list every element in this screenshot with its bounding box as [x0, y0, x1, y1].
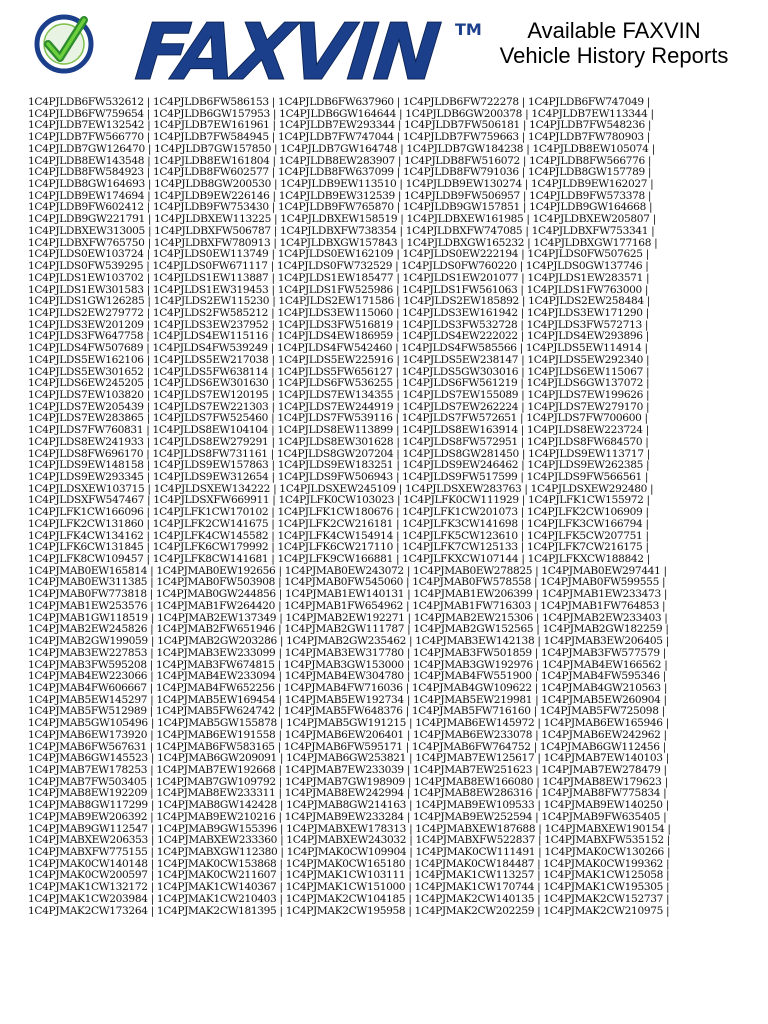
vin-line: 1C4PJLDBXEW313005 | 1C4PJLDBXFW506787 | 1C4PJLDBXFW738354 | 1C4PJLDBXFW747085 | 1C4PJLDBXFW753341 |	[28, 225, 655, 237]
vin-line: 1C4PJMAB2GW199059 | 1C4PJMAB2GW203286 | 1C4PJMAB2GW235462 | 1C4PJMAB3EW142138 | 1C4PJMAB3EW206405 |	[28, 636, 669, 648]
vin-line: 1C4PJLDB8FW584923 | 1C4PJLDB8FW602577 | 1C4PJLDB8FW637099 | 1C4PJLDB8FW791036 | 1C4PJLDB8GW157789 |	[28, 167, 652, 179]
vin-line: 1C4PJMAB6EW173920 | 1C4PJMAB6EW191558 | 1C4PJMAB6EW206401 | 1C4PJMAB6EW233078 | 1C4PJMAB6EW242962 |	[28, 729, 667, 741]
page-header	[0, 0, 768, 98]
vin-line: 1C4PJLDS1EW301583 | 1C4PJLDS1EW319453 | 1C4PJLDS1FW525986 | 1C4PJLDS1FW561063 | 1C4PJLDS1FW763000 |	[28, 284, 649, 296]
vin-line: 1C4PJMABXEW206353 | 1C4PJMABXEW233360 | 1C4PJMABXEW243032 | 1C4PJMABXFW522837 | 1C4PJMABXFW535152 |	[28, 835, 670, 847]
vin-line: 1C4PJMAB7EW178253 | 1C4PJMAB7EW192668 | 1C4PJMAB7EW233039 | 1C4PJMAB7EW251623 | 1C4PJMAB7EW278479 |	[28, 764, 667, 776]
vin-line: 1C4PJLDS0FW539295 | 1C4PJLDS0FW671117 | 1C4PJLDS0FW732529 | 1C4PJLDS0FW760220 | 1C4PJLDS0GW137746 |	[28, 261, 649, 273]
vin-line: 1C4PJLFK8CW109457 | 1C4PJLFK8CW141681 | 1C4PJLFK9CW166881 | 1C4PJLFKXCW107144 | 1C4PJLFKXCW188842 |	[28, 554, 650, 566]
vin-line: 1C4PJLDB6FW759654 | 1C4PJLDB6GW157953 | 1C4PJLDB6GW164644 | 1C4PJLDB6GW200378 | 1C4PJLDB7EW113344 |	[28, 108, 654, 120]
vin-line: 1C4PJLDB7GW126470 | 1C4PJLDB7GW157850 | 1C4PJLDB7GW164748 | 1C4PJLDB7GW184238 | 1C4PJLDB8EW105074 |	[28, 143, 655, 155]
vin-line: 1C4PJLDS7EW205439 | 1C4PJLDS7EW221303 | 1C4PJLDS7EW244919 | 1C4PJLDS7EW262224 | 1C4PJLDS7EW279170 |	[28, 401, 650, 413]
vin-line: 1C4PJLDS7EW103820 | 1C4PJLDS7EW120195 | 1C4PJLDS7EW134355 | 1C4PJLDS7EW155089 | 1C4PJLDS7EW199626 |	[28, 389, 650, 401]
vin-line: 1C4PJMAK1CW132172 | 1C4PJMAK1CW140367 | 1C4PJMAK1CW151000 | 1C4PJMAK1CW170744 | 1C4PJMAK1CW195305 |	[28, 882, 670, 894]
vin-line: 1C4PJLDS7FW760831 | 1C4PJLDS8EW104104 | 1C4PJLDS8EW113899 | 1C4PJLDS8EW163914 | 1C4PJLDS8EW223724 |	[28, 425, 649, 437]
vin-line: 1C4PJLDS6EW245205 | 1C4PJLDS6EW301630 | 1C4PJLDS6FW536255 | 1C4PJLDS6FW561219 | 1C4PJLDS6GW137072 |	[28, 378, 650, 390]
vin-line: 1C4PJMAB7FW503405 | 1C4PJMAB7GW109792 | 1C4PJMAB7GW198909 | 1C4PJMAB8EW166080 | 1C4PJMAB8EW179623 |	[28, 776, 668, 788]
vin-line: 1C4PJLDB7EW132542 | 1C4PJLDB7EW161961 | 1C4PJLDB7EW293344 | 1C4PJLDB7FW506181 | 1C4PJLDB7FW548236 |	[28, 120, 652, 132]
faxvin-logo	[34, 6, 482, 98]
vin-line: 1C4PJMAB1GW118519 | 1C4PJMAB2EW137349 | 1C4PJMAB2EW192271 | 1C4PJMAB2EW215306 | 1C4PJMAB2EW233403 |	[28, 612, 668, 624]
vin-line: 1C4PJLDS3EW201209 | 1C4PJLDS3EW237952 | 1C4PJLDS3FW516819 | 1C4PJLDS3FW532728 | 1C4PJLDS3FW572713 |	[28, 319, 649, 331]
vin-line: 1C4PJLDB8EW143548 | 1C4PJLDB8EW161804 | 1C4PJLDB8EW283907 | 1C4PJLDB8FW516072 | 1C4PJLDB8FW566776 |	[28, 155, 652, 167]
vin-line: 1C4PJLDB6FW532612 | 1C4PJLDB6FW586153 | 1C4PJLDB6FW637960 | 1C4PJLDB6FW722278 | 1C4PJLDB6FW747049 |	[28, 97, 650, 108]
vin-line: 1C4PJLFK6CW131845 | 1C4PJLFK6CW179992 | 1C4PJLFK6CW217110 | 1C4PJLFK7CW125133 | 1C4PJLFK7CW216175 |	[28, 542, 649, 554]
vin-line: 1C4PJMAB4FW606667 | 1C4PJMAB4FW652256 | 1C4PJMAB4FW716036 | 1C4PJMAB4GW109622 | 1C4PJMAB4GW210563 |	[28, 682, 668, 694]
vin-line: 1C4PJLDS9EW148158 | 1C4PJLDS9EW157863 | 1C4PJLDS9EW183251 | 1C4PJLDS9EW246462 | 1C4PJLDS9EW262385 |	[28, 460, 650, 472]
vin-line: 1C4PJMAB0EW311385 | 1C4PJMAB0FW503908 | 1C4PJMAB0FW545060 | 1C4PJMAB0FW578558 | 1C4PJMAB0FW599555 |	[28, 577, 666, 589]
vin-line: 1C4PJLDB9EW174694 | 1C4PJLDB9EW226146 | 1C4PJLDB9EW312539 | 1C4PJLDB9FW506957 | 1C4PJLDB9FW573378 |	[28, 190, 652, 202]
check-emblem-icon	[37, 17, 91, 71]
vin-line: 1C4PJMAB2EW245826 | 1C4PJMAB2FW651946 | 1C4PJMAB2GW111787 | 1C4PJMAB2GW152565 | 1C4PJMAB2GW182259 |	[28, 624, 669, 636]
vin-line: 1C4PJMAB3FW595208 | 1C4PJMAB3FW674815 | 1C4PJMAB3GW153000 | 1C4PJMAB3GW192976 | 1C4PJMAB4EW166562 |	[28, 659, 668, 671]
vin-line: 1C4PJLDS9EW293345 | 1C4PJLDS9EW312654 | 1C4PJLDS9FW506943 | 1C4PJLDS9FW517599 | 1C4PJLDS9FW566561 |	[28, 472, 649, 483]
vin-line: 1C4PJLDBXFW765750 | 1C4PJLDBXFW780913 | 1C4PJLDBXGW157843 | 1C4PJLDBXGW165232 | 1C4PJLDBXGW177168 |	[28, 237, 658, 249]
vin-line: 1C4PJLDSXFW547467 | 1C4PJLDSXFW669911 | 1C4PJLFK0CW103023 | 1C4PJLFK0CW111929 | 1C4PJLFK1CW155972 |	[28, 495, 650, 507]
vin-line: 1C4PJMAB5FW512989 | 1C4PJMAB5FW624742 | 1C4PJMAB5FW648376 | 1C4PJMAB5FW716160 | 1C4PJMAB5FW725098 |	[28, 706, 665, 718]
vin-line: 1C4PJMAB6FW567631 | 1C4PJMAB6FW583165 | 1C4PJMAB6FW595171 | 1C4PJMAB6FW764752 | 1C4PJMAB6GW112456 |	[28, 741, 666, 753]
vin-line: 1C4PJLDB8GW164693 | 1C4PJLDB8GW200530 | 1C4PJLDB9EW113510 | 1C4PJLDB9EW130274 | 1C4PJLDB9EW162027 |	[28, 179, 654, 191]
vin-line: 1C4PJLDS8FW696170 | 1C4PJLDS8FW731161 | 1C4PJLDS8GW207204 | 1C4PJLDS8GW281450 | 1C4PJLDS9EW113717 |	[28, 448, 650, 460]
vin-line: 1C4PJLDS8EW241933 | 1C4PJLDS8EW279291 | 1C4PJLDS8EW301628 | 1C4PJLDS8FW572951 | 1C4PJLDS8FW684570 |	[28, 436, 649, 448]
vin-line: 1C4PJMAB1EW253576 | 1C4PJMAB1FW264420 | 1C4PJMAB1FW654962 | 1C4PJMAB1FW716303 | 1C4PJMAB1FW764853 |	[28, 600, 666, 612]
trademark-mark: TM	[455, 20, 482, 39]
vin-line: 1C4PJLDB9GW221791 | 1C4PJLDBXEW113225 | 1C4PJLDBXEW158519 | 1C4PJLDBXEW161985 | 1C4PJLDBXEW205807 |	[28, 214, 656, 226]
vin-line: 1C4PJMAB8GW117299 | 1C4PJMAB8GW142428 | 1C4PJMAB8GW214163 | 1C4PJMAB9EW109533 | 1C4PJMAB9EW140250 |	[28, 800, 669, 812]
vin-line: 1C4PJMAB9EW206392 | 1C4PJMAB9EW210216 | 1C4PJMAB9EW233284 | 1C4PJMAB9EW252594 | 1C4PJMAB9FW635405 |	[28, 811, 667, 823]
vin-line: 1C4PJLDB9FW602412 | 1C4PJLDB9FW753430 | 1C4PJLDB9FW765870 | 1C4PJLDB9GW157851 | 1C4PJLDB9GW164668 |	[28, 202, 653, 214]
vin-line: 1C4PJMAK0CW140148 | 1C4PJMAK0CW153868 | 1C4PJMAK0CW165180 | 1C4PJMAK0CW184487 | 1C4PJMAK0CW199362 |	[28, 858, 670, 870]
vin-line: 1C4PJMAB9GW112547 | 1C4PJMAB9GW155396 | 1C4PJMABXEW178313 | 1C4PJMABXEW187688 | 1C4PJMABXEW190154 |	[28, 823, 671, 835]
vin-line: 1C4PJLDS0EW103724 | 1C4PJLDS0EW113749 | 1C4PJLDS0EW162109 | 1C4PJLDS0EW222194 | 1C4PJLDS0FW507625 |	[28, 249, 649, 261]
vin-line: 1C4PJMAB4EW223066 | 1C4PJMAB4EW233094 | 1C4PJMAB4EW304780 | 1C4PJMAB4FW551900 | 1C4PJMAB4FW595346 |	[28, 671, 666, 683]
vin-line: 1C4PJMAB5GW105496 | 1C4PJMAB5GW155878 | 1C4PJMAB5GW191215 | 1C4PJMAB6EW145972 | 1C4PJMAB6EW165946 |	[28, 718, 669, 730]
vin-line: 1C4PJMAK1CW203984 | 1C4PJMAK1CW210403 | 1C4PJMAK2CW104185 | 1C4PJMAK2CW140135 | 1C4PJMAK2CW152737 |	[28, 893, 670, 905]
vin-listing	[28, 97, 752, 917]
vin-line: 1C4PJLFK1CW166096 | 1C4PJLFK1CW170102 | 1C4PJLFK1CW180676 | 1C4PJLFK1CW201073 | 1C4PJLFK2CW106909 |	[28, 507, 649, 519]
vin-line: 1C4PJMAB6GW145523 | 1C4PJMAB6GW209091 | 1C4PJMAB6GW253821 | 1C4PJMAB7EW125617 | 1C4PJMAB7EW140103 |	[28, 753, 669, 765]
vin-line: 1C4PJLDS7EW283865 | 1C4PJLDS7FW525460 | 1C4PJLDS7FW539116 | 1C4PJLDS7FW572651 | 1C4PJLDS7FW700600 |	[28, 413, 648, 425]
vin-line: 1C4PJMAB8EW192209 | 1C4PJMAB8EW233311 | 1C4PJMAB8EW242994 | 1C4PJMAB8EW286316 | 1C4PJMAB8FW775834 |	[28, 788, 667, 800]
vin-line: 1C4PJMAB5EW145297 | 1C4PJMAB5EW169454 | 1C4PJMAB5EW192734 | 1C4PJMAB5EW219981 | 1C4PJMAB5EW260904 |	[28, 694, 667, 706]
vin-line: 1C4PJLDS4FW507689 | 1C4PJLDS4FW539249 | 1C4PJLDS4FW542460 | 1C4PJLDS4FW585566 | 1C4PJLDS5EW114914 |	[28, 343, 648, 355]
vin-line: 1C4PJLFK2CW131860 | 1C4PJLFK2CW141675 | 1C4PJLFK2CW216181 | 1C4PJLFK3CW141698 | 1C4PJLFK3CW166794 |	[28, 518, 649, 530]
vin-line: 1C4PJMAB0FW773818 | 1C4PJMAB0GW244856 | 1C4PJMAB1EW140131 | 1C4PJMAB1EW206399 | 1C4PJMAB1EW233473 |	[28, 589, 668, 601]
vin-line: 1C4PJLDS3FW647758 | 1C4PJLDS4EW115116 | 1C4PJLDS4EW186959 | 1C4PJLDS4EW222022 | 1C4PJLDS4EW293896 |	[28, 331, 649, 343]
vin-line: 1C4PJLDS1EW103702 | 1C4PJLDS1EW113887 | 1C4PJLDS1EW185477 | 1C4PJLDS1EW201077 | 1C4PJLDS1EW283571 |	[28, 272, 650, 284]
vin-line: 1C4PJMAK0CW200597 | 1C4PJMAK0CW211607 | 1C4PJMAK1CW103111 | 1C4PJMAK1CW113257 | 1C4PJMAK1CW125058 |	[28, 870, 670, 882]
vin-line: 1C4PJMABXFW775155 | 1C4PJMABXGW112380 | 1C4PJMAK0CW109904 | 1C4PJMAK0CW111491 | 1C4PJMAK0CW130266 |	[28, 847, 671, 858]
vin-line: 1C4PJLDS2EW279772 | 1C4PJLDS2FW585212 | 1C4PJLDS3EW115060 | 1C4PJLDS3EW161942 | 1C4PJLDS3EW171290 |	[28, 307, 649, 319]
vin-line: 1C4PJMAB3EW227853 | 1C4PJMAB3EW233099 | 1C4PJMAB3EW317780 | 1C4PJMAB3FW501859 | 1C4PJMAB3FW577579 |	[28, 647, 666, 659]
vin-line: 1C4PJLDS5EW162106 | 1C4PJLDS5EW217038 | 1C4PJLDS5EW225916 | 1C4PJLDS5EW238147 | 1C4PJLDS5EW292340 |	[28, 354, 650, 366]
vin-line: 1C4PJLFK4CW134162 | 1C4PJLFK4CW145582 | 1C4PJLFK4CW154914 | 1C4PJLFK5CW123610 | 1C4PJLFK5CW207751 |	[28, 530, 649, 542]
vin-line: 1C4PJLDB7FW566770 | 1C4PJLDB7FW584945 | 1C4PJLDB7FW747044 | 1C4PJLDB7FW759663 | 1C4PJLDB7FW780903 |	[28, 132, 650, 144]
vin-line: 1C4PJLDS1GW126285 | 1C4PJLDS2EW115230 | 1C4PJLDS2EW171586 | 1C4PJLDS2EW185892 | 1C4PJLDS2EW258484 |	[28, 296, 650, 308]
vin-line: 1C4PJMAB0EW165814 | 1C4PJMAB0EW192656 | 1C4PJMAB0EW243072 | 1C4PJMAB0EW278825 | 1C4PJMAB0EW297441 |	[28, 565, 667, 577]
report-title	[484, 18, 744, 68]
vin-line: 1C4PJLDS5EW301652 | 1C4PJLDS5FW638114 | 1C4PJLDS5FW656127 | 1C4PJLDS5GW303016 | 1C4PJLDS6EW115067 |	[28, 366, 650, 378]
logo-wordmark: FAXVIN	[131, 8, 442, 98]
report-title-line-1: Available FAXVIN	[527, 18, 701, 43]
report-title-line-2: Vehicle History Reports	[499, 43, 729, 68]
vin-line: 1C4PJLDSXEW103715 | 1C4PJLDSXEW134222 | 1C4PJLDSXEW245109 | 1C4PJLDSXEW283763 | 1C4PJLDSXEW292480 |	[28, 483, 654, 495]
vin-line: 1C4PJMAK2CW173264 | 1C4PJMAK2CW181395 | 1C4PJMAK2CW195958 | 1C4PJMAK2CW202259 | 1C4PJMAK2CW210975 |	[28, 905, 670, 917]
